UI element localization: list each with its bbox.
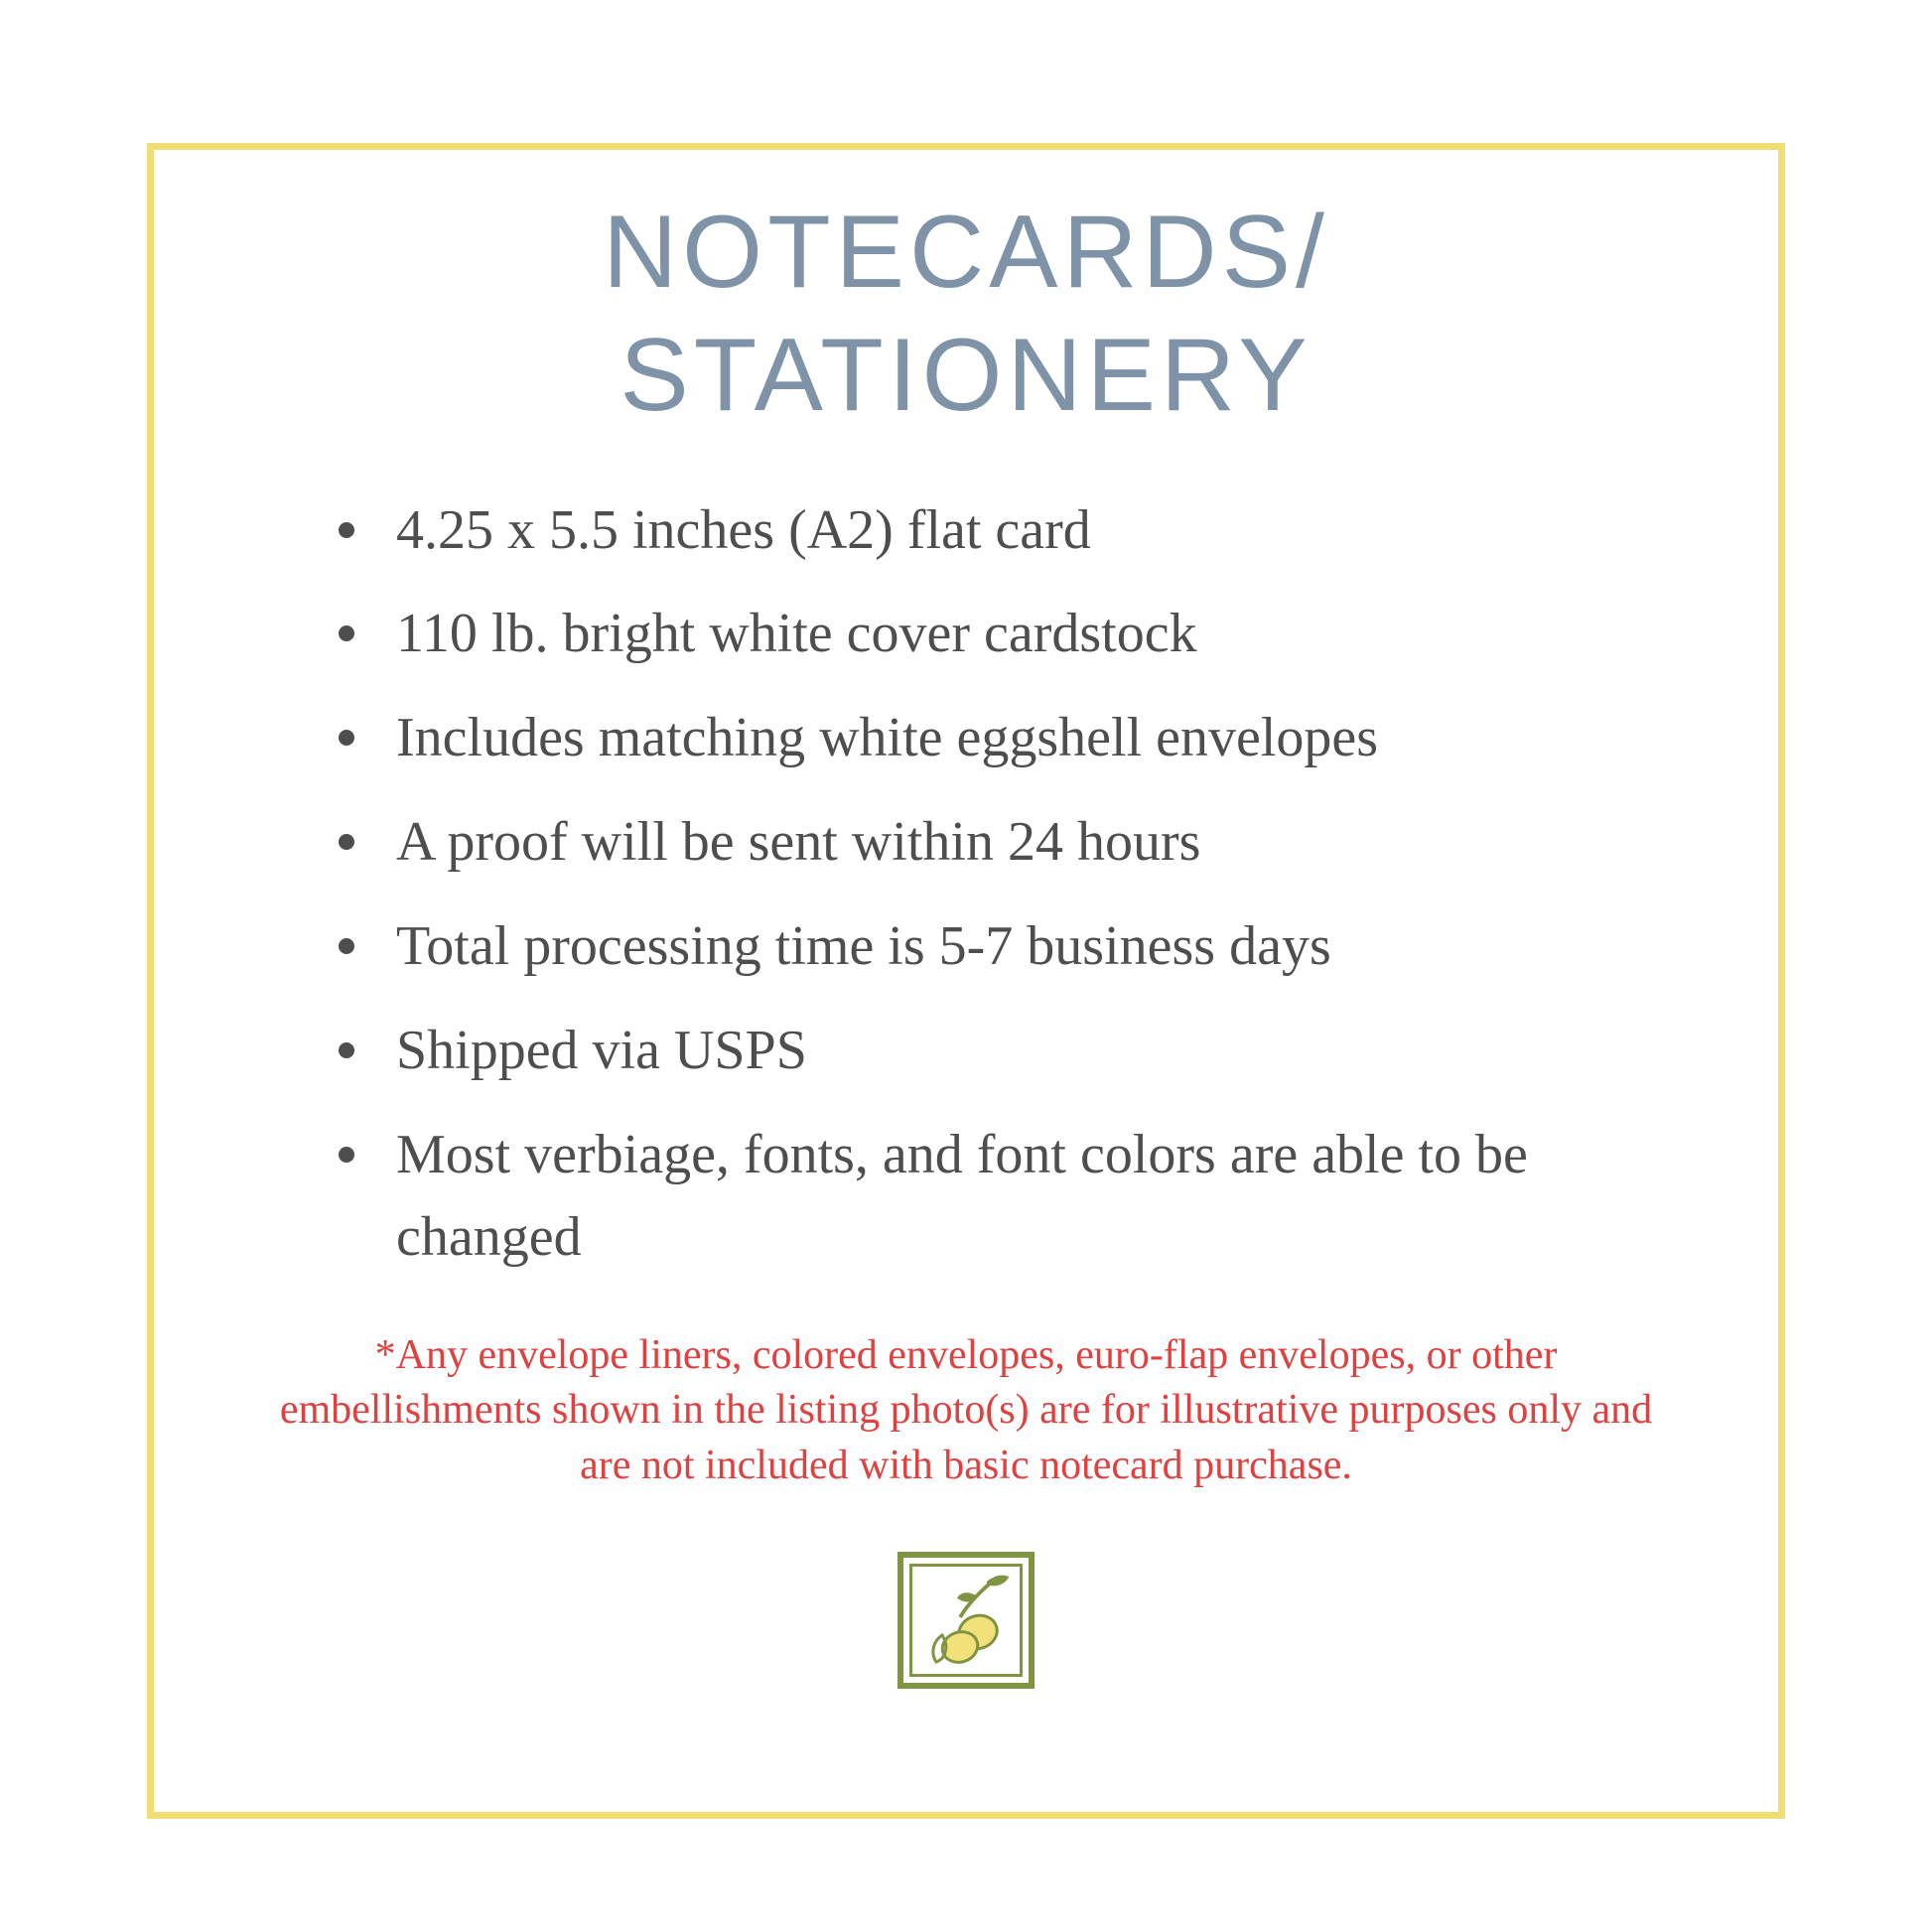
bullet-dot-icon	[339, 625, 354, 641]
bullet-dot-icon	[339, 834, 354, 850]
list-item	[339, 697, 1711, 779]
list-item	[339, 1114, 1711, 1279]
list-item-label: Total processing time is 5-7 business days	[396, 915, 1331, 977]
bullet-dot-icon	[339, 938, 354, 954]
lemon-branch-logo-svg	[892, 1546, 1040, 1695]
bullet-dot-icon	[339, 730, 354, 746]
bullet-dot-icon	[339, 1042, 354, 1058]
page-title	[271, 192, 1661, 438]
list-item	[339, 1010, 1711, 1092]
list-item-label: A proof will be sent within 24 hours	[396, 811, 1201, 874]
list-item-label: Shipped via USPS	[396, 1019, 807, 1081]
list-item	[339, 905, 1711, 988]
list-item-label: Most verbiage, fonts, and font colors are able to be changed	[396, 1123, 1528, 1268]
bullet-dot-icon	[339, 1147, 354, 1163]
info-card	[147, 143, 1785, 1819]
feature-list	[221, 489, 1711, 1301]
list-item-label: Includes matching white eggshell envelopes	[396, 707, 1379, 769]
title-line-1: NOTECARDS/	[603, 195, 1329, 310]
bullet-dot-icon	[339, 522, 354, 538]
list-item-label: 4.25 x 5.5 inches (A2) flat card	[396, 498, 1091, 561]
list-item	[339, 593, 1711, 675]
lemon-branch-logo-icon	[882, 1536, 1050, 1705]
title-line-2: STATIONERY	[620, 317, 1312, 433]
disclaimer-text: *Any envelope liners, colored envelopes, euro-flap envelopes, or other embellishments shown in the listing photo(s) are for illustrative purposes only and are not included with basic notecard purchase.	[279, 1331, 1653, 1489]
list-item-label: 110 lb. bright white cover cardstock	[396, 603, 1197, 665]
list-item	[339, 489, 1711, 572]
list-item	[339, 801, 1711, 884]
